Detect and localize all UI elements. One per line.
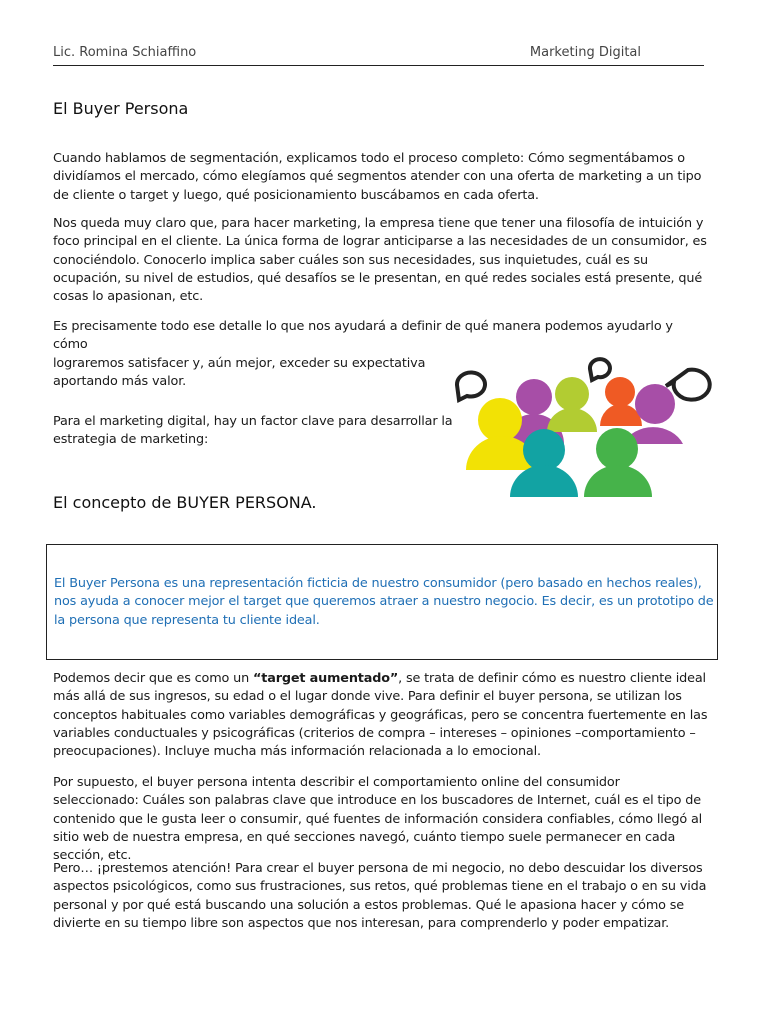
speech-bubble-small-icon xyxy=(590,359,610,380)
paragraph-detail-line-2: lograremos satisfacer y, aún mejor, exceder su expectativa xyxy=(53,355,426,371)
header-author: Lic. Romina Schiaffino xyxy=(53,45,197,60)
paragraph-psychological: Pero… ¡prestemos atención! Para crear el buyer persona de mi negocio, no debo descuidar los diversos aspectos psicológicos, como sus frustraciones, sus retos, qué problemas tiene en el trabajo o en su vida personal y por qué está buscando una solución a estos problemas. Qué le apasiona hacer y cómo se divierte en su tiempo libre son aspectos que nos interesan, para comprenderlo y poder empatizar. xyxy=(53,861,707,931)
paragraph-segmentation: Cuando hablamos de segmentación, explicamos todo el proceso completo: Cómo segmentábamos o dividíamos el mercado, cómo elegíamos qué segmentos atender con una oferta de marketing a un tipo de cliente o target y luego, qué posicionamiento buscábamos en cada oferta. xyxy=(53,151,702,203)
definition-text: El Buyer Persona es una representación ficticia de nuestro consumidor (pero basado en hechos reales), nos ayuda a conocer mejor el target que queremos atraer a nuestro negocio. Es decir, es un prototipo de la persona que representa tu cliente ideal. xyxy=(54,576,714,628)
paragraph-target-before: Podemos decir que es como un xyxy=(53,671,253,686)
concept-heading: El concepto de BUYER PERSONA. xyxy=(53,493,317,512)
paragraph-detail-line-3: aportando más valor. xyxy=(53,373,187,389)
section-title: El Buyer Persona xyxy=(53,99,189,118)
person-lime xyxy=(547,377,597,432)
header-subject: Marketing Digital xyxy=(529,45,641,60)
page-header xyxy=(53,45,704,66)
speech-bubble-left-icon xyxy=(457,372,485,400)
paragraph-target-aumentado xyxy=(53,670,708,761)
target-aumentado-emphasis: “target aumentado” xyxy=(252,671,399,686)
paragraph-detail-line-1: Es precisamente todo ese detalle lo que nos ayudará a definir de qué manera podemos ayudarlo y cómo xyxy=(53,319,673,353)
paragraph-target-after: , se trata de definir cómo es nuestro cliente ideal más allá de sus ingresos, su edad o el lugar donde vive. Para definir el buyer persona, se utilizan los conceptos habituales como variables demográficas y geográficas, pero se concentra fuertemente en las variables conductuales y psicográficas (criterios de compra – intereses – opiniones –comportamiento – preocupaciones). Incluye mucha más información relacionada a lo emocional. xyxy=(53,671,708,760)
paragraph-online-behavior: Por supuesto, el buyer persona intenta describir el comportamiento online del consumidor seleccionado: Cuáles son palabras clave que introduce en los buscadores de Internet, cuál es el tipo de contenido que le gusta leer o consumir, qué fuentes de información considera confiables, cómo llegó al sitio web de nuestra empresa, en qué secciones navegó, cuánto tiempo suele permanecer en cada sección, etc. xyxy=(53,775,703,864)
people-group-speech-bubbles-icon xyxy=(452,352,717,502)
definition-box xyxy=(46,544,718,660)
paragraph-key-factor: Para el marketing digital, hay un factor clave para desarrollar la estrategia de marketing: xyxy=(53,414,453,448)
paragraph-customer-focus: Nos queda muy claro que, para hacer marketing, la empresa tiene que tener una filosofía de intuición y foco principal en el cliente. La única forma de lograr anticiparse a las necesidades de un consumidor, es conociéndolo. Conocerlo implica saber cuáles son sus necesidades, sus inquietudes, cuál es su ocupación, su nivel de estudios, qué desafíos se le presentan, en qué redes sociales está presente, qué cosas lo apasionan, etc. xyxy=(53,216,707,305)
